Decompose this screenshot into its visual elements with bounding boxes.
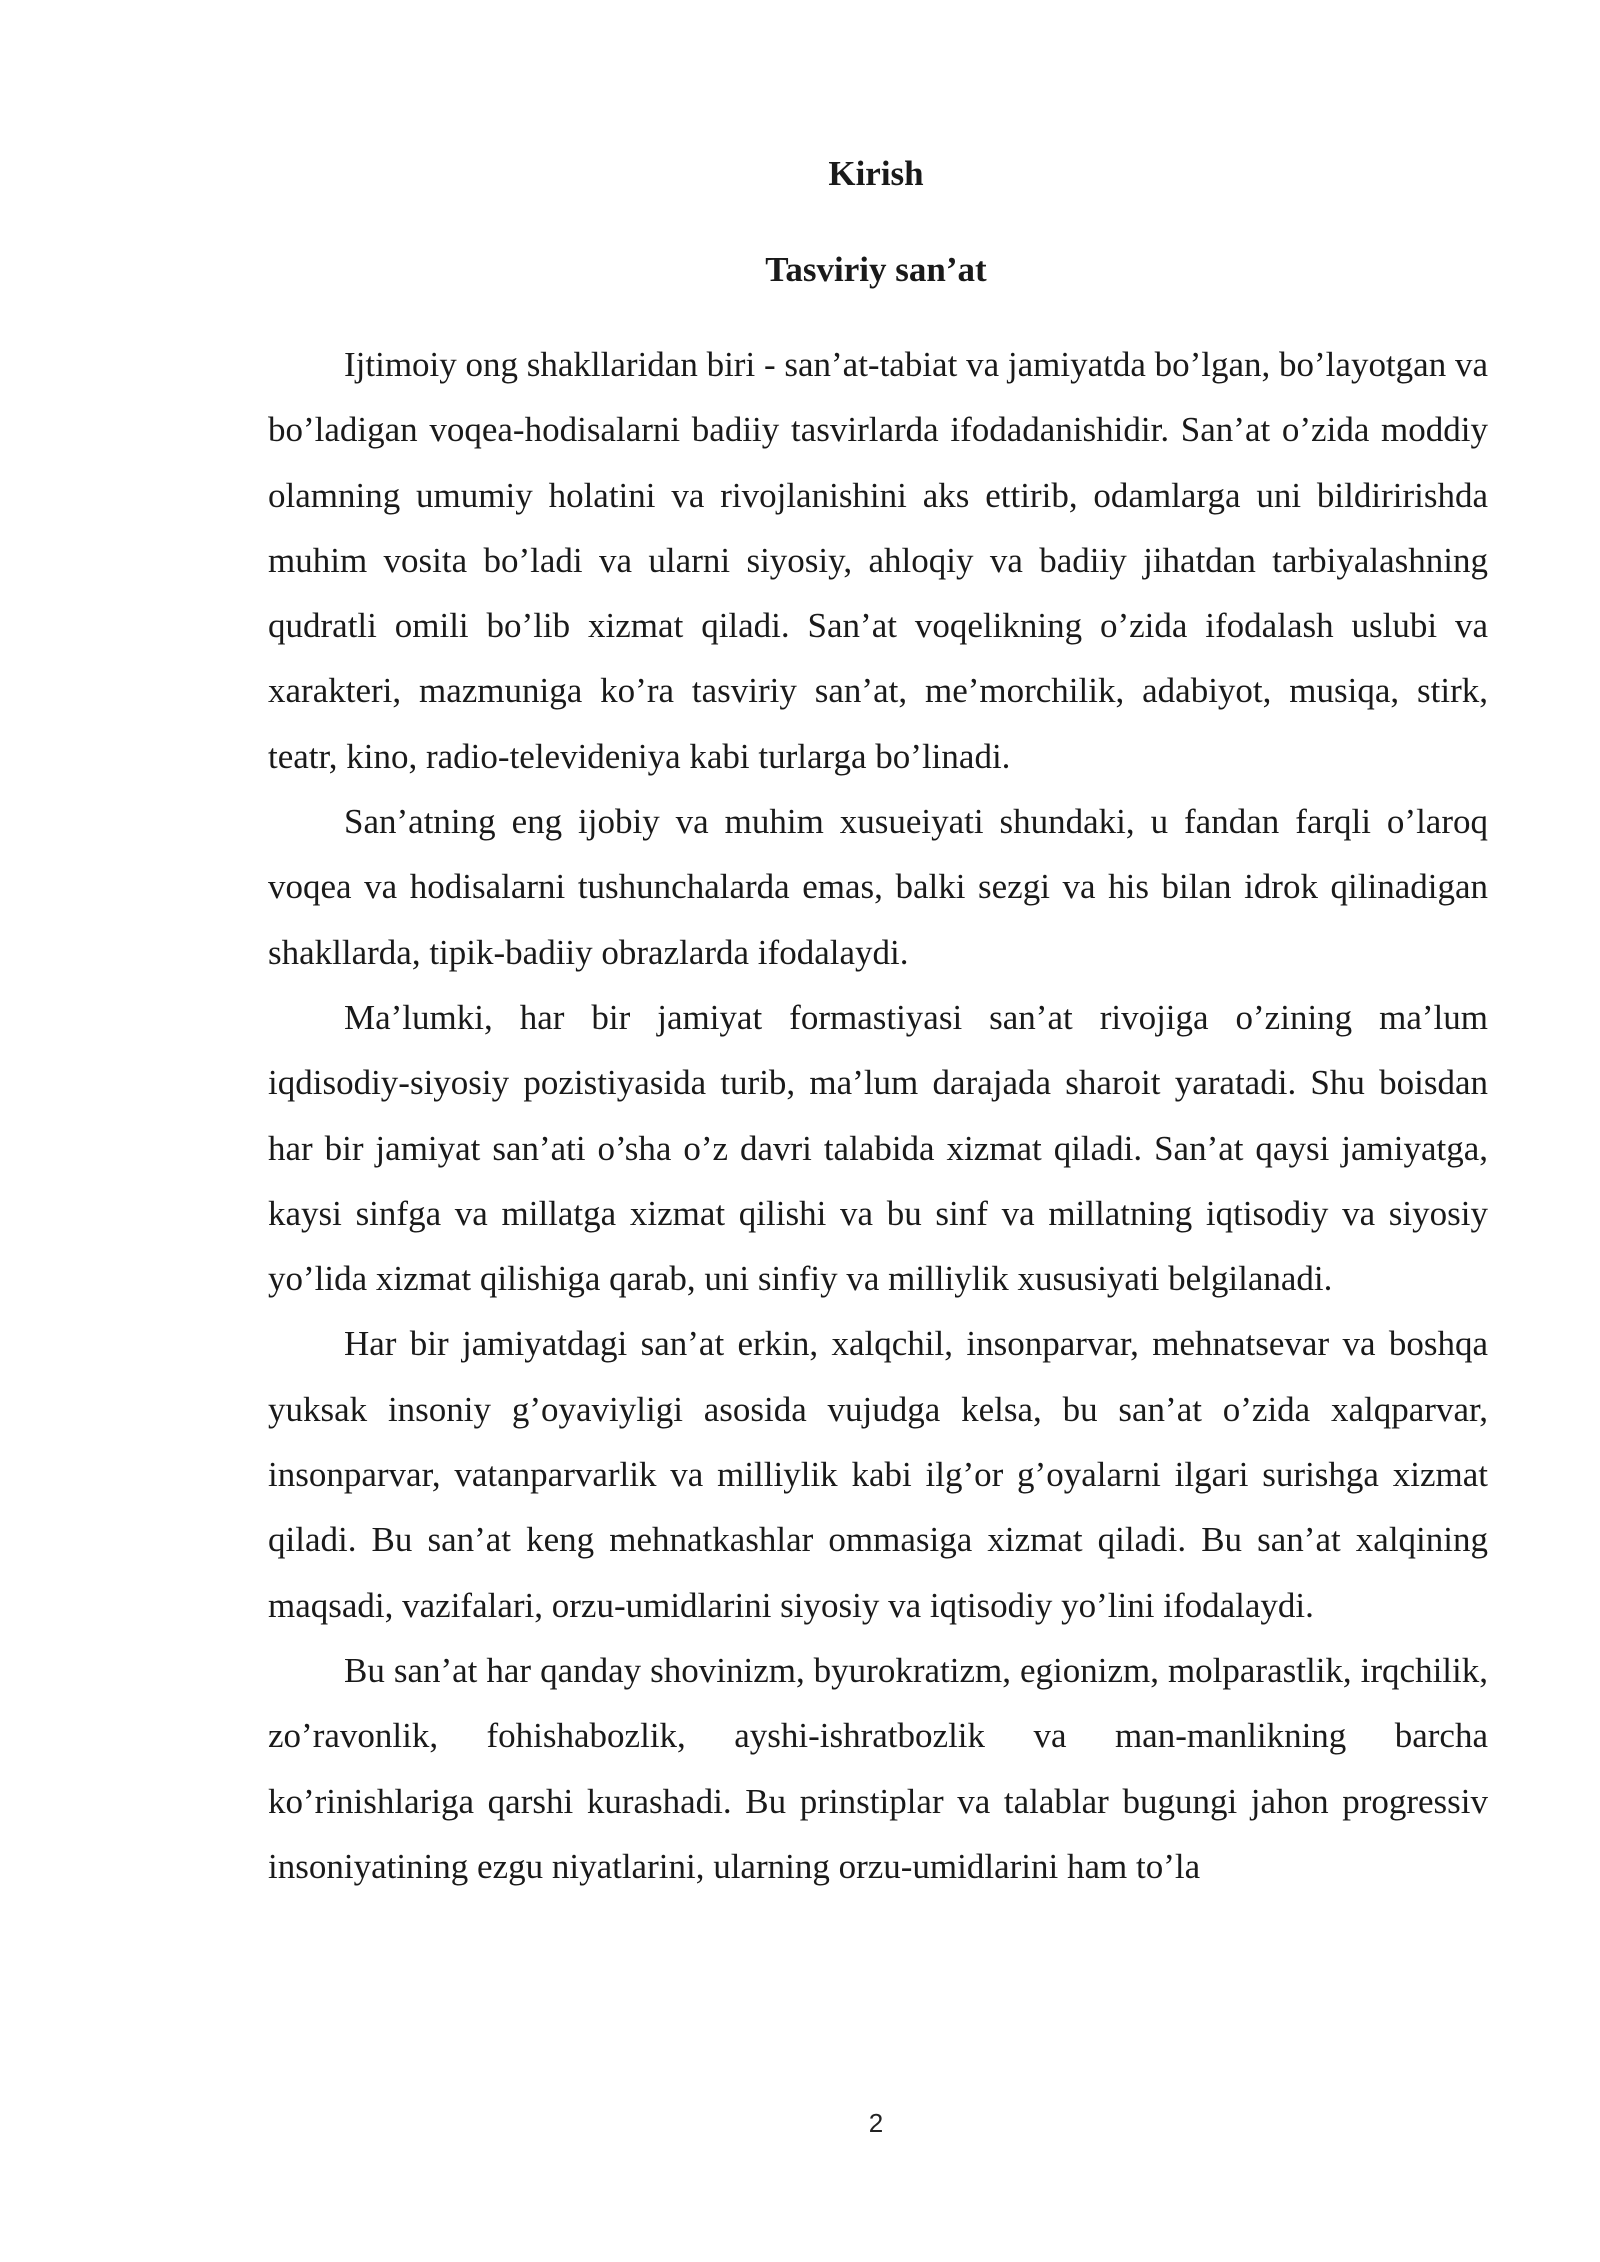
paragraph: Har bir jamiyatdagi san’at erkin, xalqchil, insonparvar, mehnatsevar va boshqa yuksak insoniy g’oyaviyligi asosida vujudga kelsa, bu san’at o’zida xalqparvar, insonparvar, vatanparvarlik va milliylik kabi ilg’or g’oyalarni ilgari surishga xizmat qiladi. Bu san’at keng mehnatkashlar ommasiga xizmat qiladi. Bu san’at xalqining maqsadi, vazifalari, orzu-umidlarini siyosiy va iqtisodiy yo’lini ifodalaydi. (268, 1324, 1488, 1625)
body-text (268, 332, 1488, 1899)
paragraph: Ijtimoiy ong shakllaridan biri - san’at-tabiat va jamiyatda bo’lgan, bo’layotgan va bo’ladigan voqea-hodisalarni badiiy tasvirlarda ifodadanishidir. San’at o’zida moddiy olamning umumiy holatini va rivojlanishini aks ettirib, odamlarga uni bildiririshda muhim vosita bo’ladi va ularni siyosiy, ahloqiy va badiiy jihatdan tarbiyalashning qudratli omili bo’lib xizmat qiladi. San’at voqelikning o’zida ifodalash uslubi va xarakteri, mazmuniga ko’ra tasviriy san’at, me’morchilik, adabiyot, musiqa, stirk, teatr, kino, radio-televideniya kabi turlarga bo’linadi. (268, 345, 1488, 776)
paragraph: Bu san’at har qanday shovinizm, byurokratizm, egionizm, molparastlik, irqchilik, zo’ravonlik, fohishabozlik, ayshi-ishratbozlik va man-manlikning barcha ko’rinishlariga qarshi kurashadi. Bu prinstiplar va talablar bugungi jahon progressiv insoniyatining ezgu niyatlarini, ularning orzu-umidlarini ham to’la (268, 1650, 1488, 1886)
page-title: Kirish (828, 154, 924, 193)
paragraph: San’atning eng ijobiy va muhim xusueiyati shundaki, u fandan farqli o’laroq voqea va hodisalarni tushunchalarda emas, balki sezgi va his bilan idrok qilinadigan shakllarda, tipik-badiiy obrazlarda ifodalaydi. (268, 802, 1488, 972)
section-subtitle: Tasviriy san’at (765, 250, 987, 289)
paragraph: Ma’lumki, har bir jamiyat formastiyasi san’at rivojiga o’zining ma’lum iqdisodiy-siyosiy pozistiyasida turib, ma’lum darajada sharoit yaratadi. Shu boisdan har bir jamiyat san’ati o’sha o’z davri talabida xizmat qiladi. San’at qaysi jamiyatga, kaysi sinfga va millatga xizmat qilishi va bu sinf va millatning iqtisodiy va siyosiy yo’lida xizmat qilishiga qarab, uni sinfiy va milliylik xususiyati belgilanadi. (268, 997, 1488, 1299)
page-number: 2 (868, 2108, 884, 2138)
